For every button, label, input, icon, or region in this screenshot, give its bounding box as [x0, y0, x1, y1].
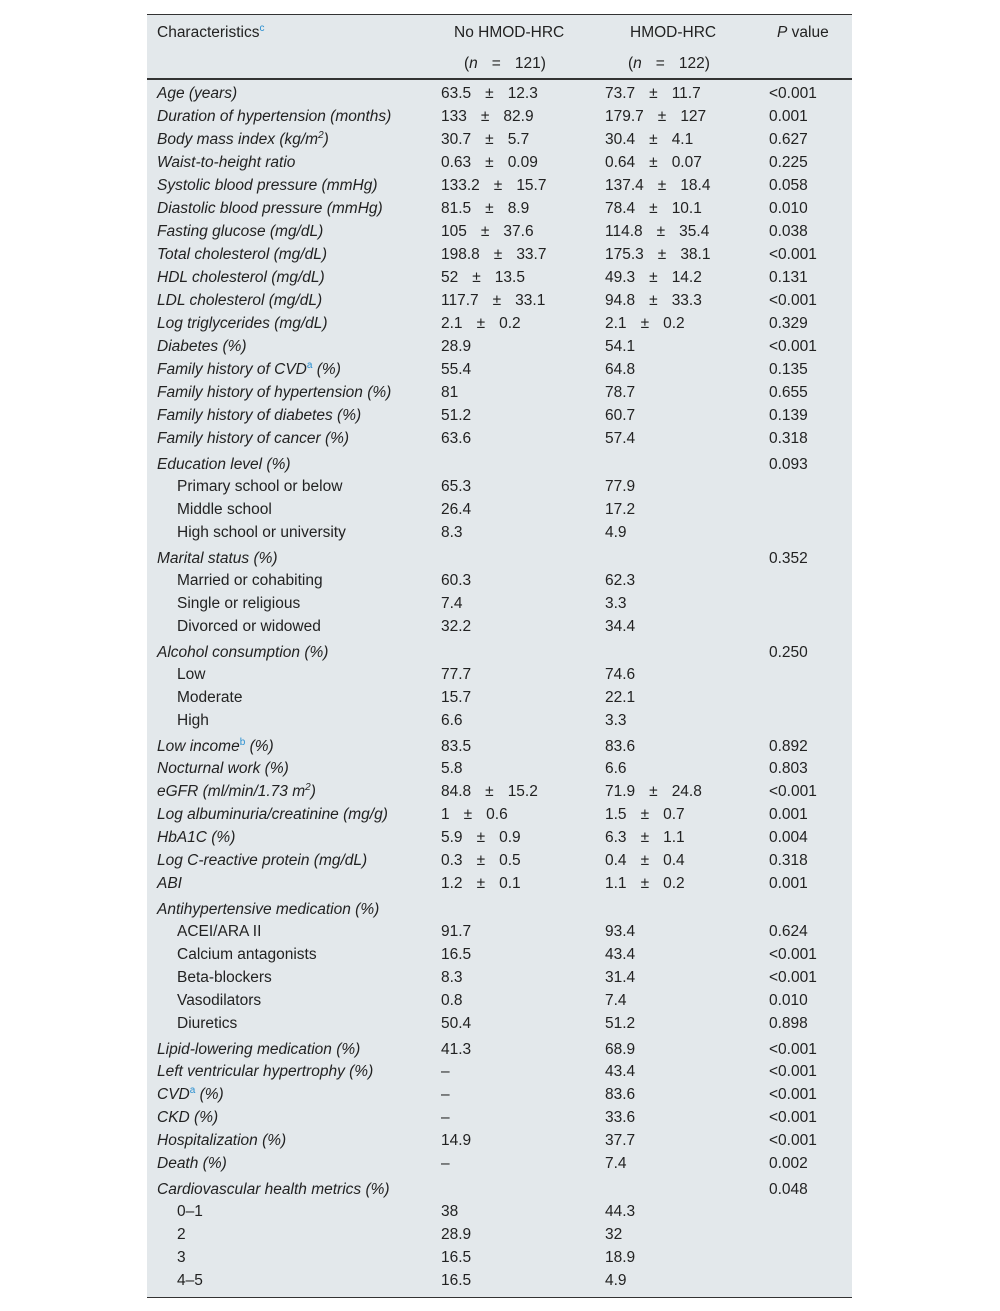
cell-no-hmod: 65.3 — [441, 478, 472, 495]
cell-hmod: 83.6 — [605, 738, 636, 755]
cell-hmod: 54.1 — [605, 338, 636, 355]
header-hmod: HMOD-HRC — [630, 24, 717, 41]
row-label: High — [177, 712, 209, 729]
table-row — [147, 1223, 852, 1246]
cell-p-value: 0.038 — [769, 223, 808, 240]
cell-p-value: 0.010 — [769, 200, 808, 217]
cell-p-value: <0.001 — [769, 783, 817, 800]
cell-hmod: 43.4 — [605, 1063, 636, 1080]
cell-no-hmod: 38 — [441, 1203, 459, 1220]
row-label: Family history of cancer (%) — [157, 430, 350, 447]
table-header — [147, 15, 852, 80]
cell-p-value: 0.318 — [769, 430, 808, 447]
header-p-value: P value — [777, 24, 829, 41]
row-label: Left ventricular hypertrophy (%) — [157, 1063, 374, 1080]
cell-hmod: 6.3 ± 1.1 — [605, 829, 685, 846]
cell-hmod: 179.7 ± 127 — [605, 108, 707, 125]
cell-p-value: 0.250 — [769, 644, 808, 661]
cell-hmod: 4.9 — [605, 1272, 627, 1289]
cell-hmod: 33.6 — [605, 1109, 636, 1126]
cell-hmod: 64.8 — [605, 361, 636, 378]
table-row — [147, 780, 852, 803]
table-row — [147, 266, 852, 289]
cell-p-value: 0.139 — [769, 407, 808, 424]
table-row — [147, 1200, 852, 1223]
row-label: Waist-to-height ratio — [157, 154, 296, 171]
row-label: Family history of CVD$^a$ (%) — [157, 359, 341, 378]
cell-no-hmod: 117.7 ± 33.1 — [441, 292, 546, 309]
table-row — [147, 1129, 852, 1152]
characteristics-table — [147, 14, 852, 1298]
cell-p-value: <0.001 — [769, 1132, 817, 1149]
cell-no-hmod: 81.5 ± 8.9 — [441, 200, 530, 217]
row-label: Age (years) — [157, 85, 238, 102]
row-label: 3 — [177, 1249, 186, 1266]
table-row — [147, 151, 852, 174]
row-label: 4–5 — [177, 1272, 203, 1289]
table-row — [147, 289, 852, 312]
cell-hmod: 6.6 — [605, 760, 627, 777]
row-label: High school or university — [177, 524, 346, 541]
table-row — [147, 569, 852, 592]
table-row — [147, 1175, 852, 1200]
cell-no-hmod: 16.5 — [441, 1249, 472, 1266]
cell-no-hmod: 77.7 — [441, 666, 472, 683]
table-row — [147, 1152, 852, 1175]
table-row — [147, 105, 852, 128]
cell-p-value: <0.001 — [769, 1109, 817, 1126]
cell-no-hmod: 63.6 — [441, 430, 472, 447]
table-row — [147, 663, 852, 686]
row-label: Vasodilators — [177, 992, 262, 1009]
table-row — [147, 1269, 852, 1292]
cell-no-hmod: 1.2 ± 0.1 — [441, 875, 521, 892]
row-label: Log C-reactive protein (mg/dL) — [157, 852, 368, 869]
cell-p-value: <0.001 — [769, 1063, 817, 1080]
cell-p-value: <0.001 — [769, 946, 817, 963]
cell-hmod: 83.6 — [605, 1086, 636, 1103]
cell-p-value: <0.001 — [769, 85, 817, 102]
cell-hmod: 1.1 ± 0.2 — [605, 875, 685, 892]
table-row — [147, 872, 852, 895]
cell-hmod: 34.4 — [605, 618, 636, 635]
cell-hmod: 51.2 — [605, 1015, 636, 1032]
cell-no-hmod: 63.5 ± 12.3 — [441, 85, 538, 102]
table-row — [147, 826, 852, 849]
cell-p-value: 0.803 — [769, 760, 808, 777]
table-row — [147, 1060, 852, 1083]
cell-no-hmod: 41.3 — [441, 1041, 472, 1058]
row-label: Low income$^b$ (%) — [157, 736, 274, 755]
cell-no-hmod: 84.8 ± 15.2 — [441, 783, 538, 800]
table-row — [147, 498, 852, 521]
cell-no-hmod: 8.3 — [441, 969, 463, 986]
cell-no-hmod: 28.9 — [441, 1226, 472, 1243]
cell-no-hmod: 0.63 ± 0.09 — [441, 154, 538, 171]
cell-p-value: 0.010 — [769, 992, 808, 1009]
table-row — [147, 1083, 852, 1106]
row-label: Hospitalization (%) — [157, 1132, 287, 1149]
row-label: Primary school or below — [177, 478, 343, 495]
cell-hmod: 94.8 ± 33.3 — [605, 292, 702, 309]
cell-no-hmod: 30.7 ± 5.7 — [441, 131, 530, 148]
cell-hmod: 3.3 — [605, 595, 627, 612]
cell-hmod: 31.4 — [605, 969, 636, 986]
table-row — [147, 475, 852, 498]
cell-no-hmod: 81 — [441, 384, 459, 401]
row-label: ACEI/ARA II — [177, 923, 262, 940]
cell-no-hmod: 52 ± 13.5 — [441, 269, 525, 286]
table-row — [147, 381, 852, 404]
cell-hmod: 68.9 — [605, 1041, 636, 1058]
cell-hmod: 60.7 — [605, 407, 636, 424]
cell-hmod: 7.4 — [605, 992, 627, 1009]
cell-no-hmod: – — [441, 1155, 450, 1172]
cell-no-hmod: 32.2 — [441, 618, 472, 635]
table-row — [147, 757, 852, 780]
row-label: ABI — [157, 875, 182, 892]
cell-p-value: 0.002 — [769, 1155, 808, 1172]
cell-no-hmod: 50.4 — [441, 1015, 472, 1032]
cell-p-value: <0.001 — [769, 969, 817, 986]
cell-hmod: 0.64 ± 0.07 — [605, 154, 702, 171]
table-row — [147, 592, 852, 615]
row-label: Calcium antagonists — [177, 946, 317, 963]
table-row — [147, 427, 852, 450]
cell-hmod: 77.9 — [605, 478, 636, 495]
row-label: eGFR (ml/min/1.73 $m^2$) — [157, 781, 316, 800]
cell-hmod: 1.5 ± 0.7 — [605, 806, 685, 823]
cell-no-hmod: 6.6 — [441, 712, 463, 729]
table-row — [147, 1246, 852, 1269]
row-label: Marital status (%) — [157, 550, 278, 567]
cell-hmod: 78.4 ± 10.1 — [605, 200, 702, 217]
cell-p-value: 0.004 — [769, 829, 808, 846]
table-row — [147, 404, 852, 427]
row-label: Family history of hypertension (%) — [157, 384, 392, 401]
cell-no-hmod: – — [441, 1063, 450, 1080]
row-label: Antihypertensive medication (%) — [157, 901, 380, 918]
cell-hmod: 93.4 — [605, 923, 636, 940]
row-label: Diastolic blood pressure (mmHg) — [157, 200, 383, 217]
row-label: Death (%) — [157, 1155, 227, 1172]
row-label: Family history of diabetes (%) — [157, 407, 362, 424]
header-n-no-hmod: (n = 121) — [464, 55, 546, 72]
cell-no-hmod: 0.8 — [441, 992, 463, 1009]
cell-no-hmod: 55.4 — [441, 361, 472, 378]
table-row — [147, 358, 852, 381]
table-row — [147, 943, 852, 966]
cell-p-value: 0.001 — [769, 806, 808, 823]
table-row — [147, 615, 852, 638]
row-label: Education level (%) — [157, 456, 291, 473]
cell-p-value: 0.892 — [769, 738, 808, 755]
cell-no-hmod: 15.7 — [441, 689, 472, 706]
cell-hmod: 175.3 ± 38.1 — [605, 246, 711, 263]
cell-p-value: 0.225 — [769, 154, 808, 171]
header-n-hmod: (n = 122) — [628, 55, 710, 72]
cell-hmod: 57.4 — [605, 430, 636, 447]
row-label: Married or cohabiting — [177, 572, 323, 589]
cell-hmod: 74.6 — [605, 666, 636, 683]
cell-no-hmod: 7.4 — [441, 595, 463, 612]
row-label: Moderate — [177, 689, 243, 706]
row-label: Low — [177, 666, 206, 683]
row-label: Nocturnal work (%) — [157, 760, 289, 777]
table-body — [147, 80, 852, 1292]
row-label: Alcohol consumption (%) — [157, 644, 329, 661]
table-row — [147, 920, 852, 943]
row-label: Systolic blood pressure (mmHg) — [157, 177, 378, 194]
cell-no-hmod: – — [441, 1109, 450, 1126]
cell-hmod: 2.1 ± 0.2 — [605, 315, 685, 332]
cell-p-value: 0.329 — [769, 315, 808, 332]
table-row — [147, 732, 852, 757]
cell-p-value: 0.624 — [769, 923, 808, 940]
cell-no-hmod: 5.9 ± 0.9 — [441, 829, 521, 846]
row-label: HDL cholesterol (mg/dL) — [157, 269, 325, 286]
cell-hmod: 0.4 ± 0.4 — [605, 852, 685, 869]
row-label: Middle school — [177, 501, 272, 518]
cell-hmod: 49.3 ± 14.2 — [605, 269, 702, 286]
cell-no-hmod: 91.7 — [441, 923, 472, 940]
table-row — [147, 243, 852, 266]
table-row — [147, 174, 852, 197]
row-label: Body mass index $(kg/m^2)$ — [157, 129, 329, 148]
table-row — [147, 1012, 852, 1035]
row-label: Cardiovascular health metrics (%) — [157, 1181, 390, 1198]
cell-no-hmod: 14.9 — [441, 1132, 472, 1149]
row-label: Beta-blockers — [177, 969, 272, 986]
cell-p-value: 0.093 — [769, 456, 808, 473]
table-row — [147, 197, 852, 220]
table-row — [147, 220, 852, 243]
cell-hmod: 43.4 — [605, 946, 636, 963]
row-label: Single or religious — [177, 595, 301, 612]
cell-p-value: 0.898 — [769, 1015, 808, 1032]
row-label: Diabetes (%) — [157, 338, 247, 355]
cell-hmod: 3.3 — [605, 712, 627, 729]
row-label: HbA1C (%) — [157, 829, 236, 846]
row-label: 2 — [177, 1226, 186, 1243]
cell-no-hmod: 83.5 — [441, 738, 472, 755]
cell-hmod: 44.3 — [605, 1203, 636, 1220]
cell-no-hmod: – — [441, 1086, 450, 1103]
cell-hmod: 4.9 — [605, 524, 627, 541]
table-row — [147, 966, 852, 989]
row-label: Log triglycerides (mg/dL) — [157, 315, 328, 332]
cell-hmod: 37.7 — [605, 1132, 636, 1149]
row-label: Log albuminuria/creatinine (mg/g) — [157, 806, 388, 823]
cell-no-hmod: 133.2 ± 15.7 — [441, 177, 547, 194]
cell-hmod: 78.7 — [605, 384, 636, 401]
table-row — [147, 521, 852, 544]
header-characteristics: Characteristics$^c$ — [157, 22, 265, 41]
row-label: 0–1 — [177, 1203, 203, 1220]
cell-hmod: 73.7 ± 11.7 — [605, 85, 701, 102]
cell-no-hmod: 198.8 ± 33.7 — [441, 246, 547, 263]
table-row — [147, 82, 852, 105]
row-label: CKD (%) — [157, 1109, 219, 1126]
cell-no-hmod: 28.9 — [441, 338, 472, 355]
cell-no-hmod: 8.3 — [441, 524, 463, 541]
header-no-hmod: No HMOD-HRC — [454, 24, 565, 41]
cell-hmod: 18.9 — [605, 1249, 636, 1266]
cell-p-value: <0.001 — [769, 292, 817, 309]
cell-no-hmod: 26.4 — [441, 501, 472, 518]
cell-hmod: 22.1 — [605, 689, 636, 706]
cell-no-hmod: 16.5 — [441, 946, 472, 963]
row-label: Lipid-lowering medication (%) — [157, 1041, 361, 1058]
cell-no-hmod: 2.1 ± 0.2 — [441, 315, 521, 332]
cell-hmod: 114.8 ± 35.4 — [605, 223, 710, 240]
row-label: Total cholesterol (mg/dL) — [157, 246, 328, 263]
table-row — [147, 312, 852, 335]
row-label: Fasting glucose (mg/dL) — [157, 223, 324, 240]
row-label: CVD$^a$ (%) — [157, 1084, 224, 1103]
row-label: Divorced or widowed — [177, 618, 321, 635]
cell-p-value: <0.001 — [769, 338, 817, 355]
cell-no-hmod: 1 ± 0.6 — [441, 806, 508, 823]
cell-p-value: 0.318 — [769, 852, 808, 869]
table-row — [147, 803, 852, 826]
cell-p-value: <0.001 — [769, 1086, 817, 1103]
table-row — [147, 849, 852, 872]
table-row — [147, 895, 852, 920]
table-row — [147, 450, 852, 475]
cell-no-hmod: 133 ± 82.9 — [441, 108, 534, 125]
cell-no-hmod: 51.2 — [441, 407, 472, 424]
cell-no-hmod: 0.3 ± 0.5 — [441, 852, 521, 869]
row-label: Duration of hypertension (months) — [157, 108, 392, 125]
cell-p-value: 0.135 — [769, 361, 808, 378]
cell-p-value: 0.058 — [769, 177, 808, 194]
cell-hmod: 30.4 ± 4.1 — [605, 131, 694, 148]
cell-no-hmod: 16.5 — [441, 1272, 472, 1289]
cell-p-value: 0.655 — [769, 384, 808, 401]
cell-hmod: 7.4 — [605, 1155, 627, 1172]
table-row — [147, 686, 852, 709]
cell-no-hmod: 105 ± 37.6 — [441, 223, 534, 240]
table-row — [147, 335, 852, 358]
cell-p-value: 0.001 — [769, 875, 808, 892]
row-label: LDL cholesterol (mg/dL) — [157, 292, 323, 309]
table-row — [147, 128, 852, 151]
cell-p-value: 0.627 — [769, 131, 808, 148]
cell-hmod: 17.2 — [605, 501, 636, 518]
table-row — [147, 1106, 852, 1129]
table-row — [147, 1035, 852, 1060]
cell-p-value: 0.001 — [769, 108, 808, 125]
cell-p-value: <0.001 — [769, 1041, 817, 1058]
cell-no-hmod: 5.8 — [441, 760, 463, 777]
cell-p-value: 0.131 — [769, 269, 808, 286]
table-row — [147, 709, 852, 732]
table-row — [147, 544, 852, 569]
cell-p-value: 0.048 — [769, 1181, 808, 1198]
cell-hmod: 62.3 — [605, 572, 636, 589]
cell-p-value: <0.001 — [769, 246, 817, 263]
cell-no-hmod: 60.3 — [441, 572, 472, 589]
cell-hmod: 71.9 ± 24.8 — [605, 783, 702, 800]
cell-p-value: 0.352 — [769, 550, 808, 567]
table-row — [147, 989, 852, 1012]
cell-hmod: 137.4 ± 18.4 — [605, 177, 711, 194]
row-label: Diuretics — [177, 1015, 238, 1032]
table-row — [147, 638, 852, 663]
cell-hmod: 32 — [605, 1226, 623, 1243]
